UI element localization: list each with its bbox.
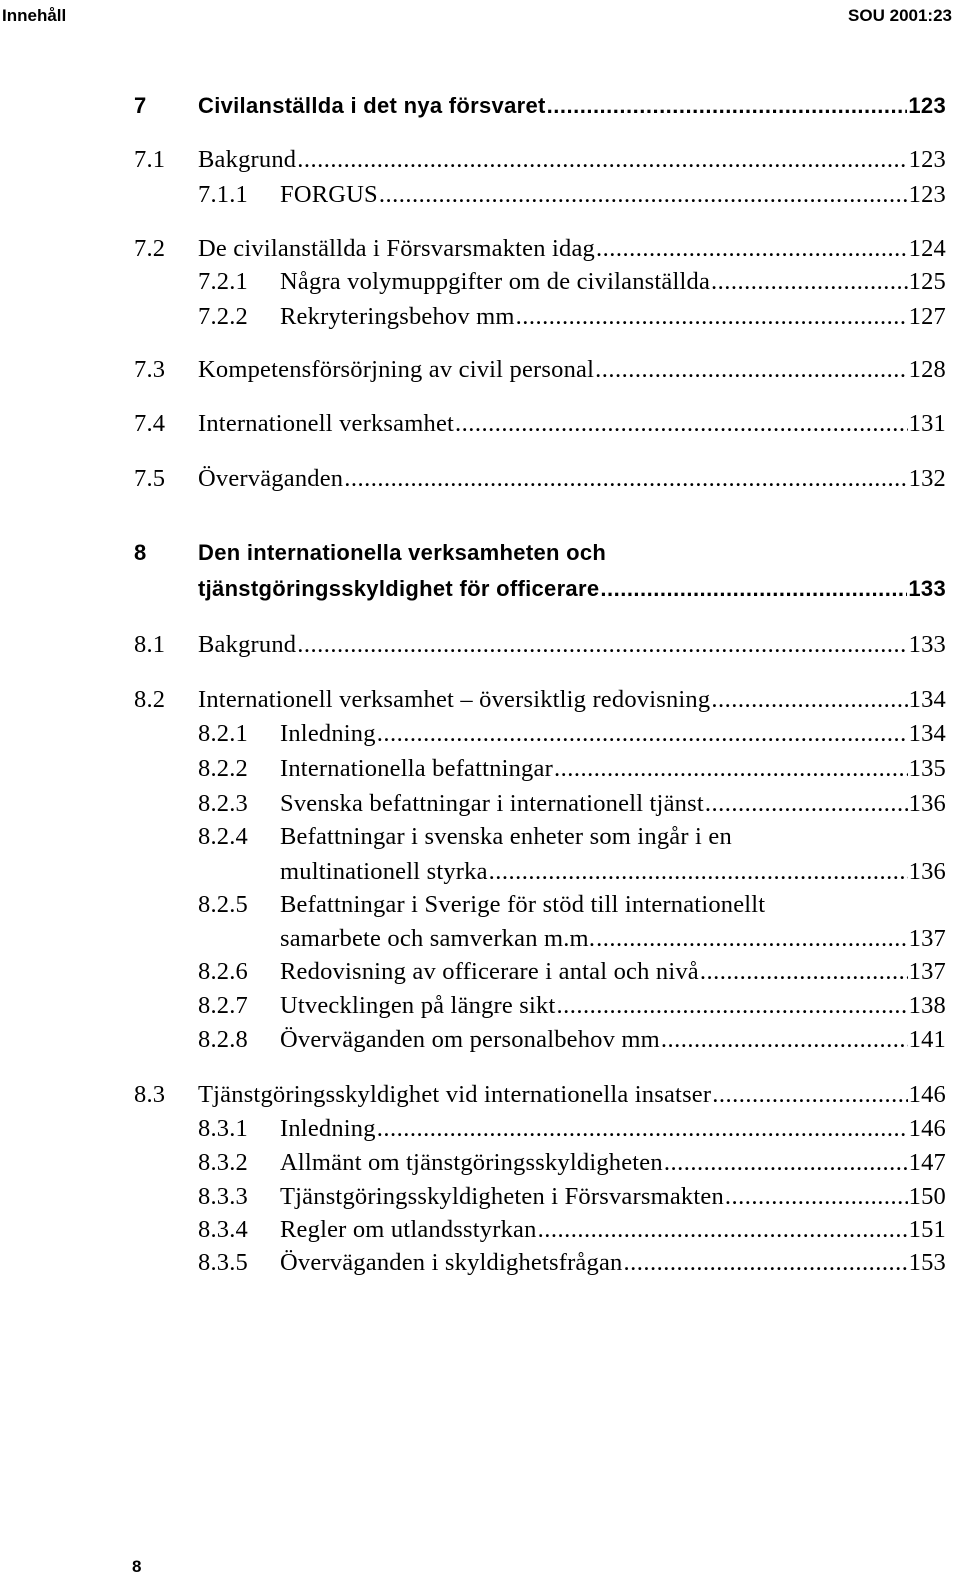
toc-entry-number: 7.2.1 [198,268,248,295]
toc-entry-title-line1: Befattningar i Sverige för stöd till internationellt [280,891,766,918]
toc-entry-number: 8.2.8 [198,1026,248,1053]
toc-entry-title: Överväganden [198,465,344,492]
toc-dot-leader [377,1114,908,1144]
toc-entry-chapter[interactable] [134,91,946,121]
toc-entry-page: 134 [908,720,946,747]
toc-entry-number: 8.2.5 [198,891,248,918]
toc-entry-number: 7.1 [134,146,166,173]
toc-entry-page: 127 [908,303,946,330]
toc-entry-number: 8.2.4 [198,823,248,850]
toc-entry-title: Internationell verksamhet [198,410,455,437]
toc-entry-title: Tjänstgöringsskyldighet vid internationella insatser [198,1081,712,1108]
toc-dot-leader [712,1080,907,1110]
toc-entry-subsection[interactable] [198,267,946,297]
toc-entry-subsection[interactable] [198,719,946,749]
toc-entry-number: 8.2.2 [198,755,248,782]
toc-entry-chapter[interactable] [198,574,946,604]
toc-dot-leader [377,719,908,749]
toc-entry-number: 8.3.2 [198,1149,248,1176]
toc-entry-page: 124 [908,235,946,262]
toc-entry-page: 128 [908,356,946,383]
toc-entry-subsection[interactable] [198,991,946,1021]
toc-entry-title: Allmänt om tjänstgöringsskyldigheten [280,1149,663,1176]
toc-entry-section[interactable] [134,409,946,439]
toc-entry-page: 151 [908,1216,946,1243]
running-header-document-id: SOU 2001:23 [848,6,952,25]
toc-entry-page: 131 [908,410,946,437]
toc-entry-subsection-first-line[interactable] [198,890,766,920]
toc-entry-page: 123 [908,93,946,118]
toc-entry-page: 136 [908,790,946,817]
toc-dot-leader [516,302,908,332]
toc-entry-title: De civilanställda i Försvarsmakten idag [198,235,595,262]
toc-entry-title: Tjänstgöringsskyldigheten i Försvarsmakten [280,1183,724,1210]
toc-entry-subsection[interactable] [198,1114,946,1144]
toc-entry-section[interactable] [134,355,946,385]
toc-entry-number: 8.2.6 [198,958,248,985]
toc-entry-subsection-first-line[interactable] [198,822,732,852]
toc-entry-subsection[interactable] [198,1148,946,1178]
toc-entry-number: 8.2.1 [198,720,248,747]
toc-entry-title: Bakgrund [198,631,297,658]
toc-entry-page: 132 [908,465,946,492]
toc-entry-page: 136 [908,858,946,885]
toc-entry-number: 8.3 [134,1081,166,1108]
toc-entry-number: 8.3.1 [198,1115,248,1142]
toc-entry-subsection[interactable] [198,302,946,332]
toc-entry-number: 8.2 [134,686,166,713]
toc-entry-section[interactable] [134,685,946,715]
toc-entry-subsection[interactable] [198,754,946,784]
toc-dot-leader [379,180,908,210]
toc-entry-section[interactable] [134,464,946,494]
toc-dot-leader [297,630,907,660]
toc-dot-leader [600,574,907,604]
toc-entry-number: 8.3.4 [198,1216,248,1243]
toc-entry-section[interactable] [134,1080,946,1110]
toc-entry-page: 147 [908,1149,946,1176]
toc-entry-number: 8.3.5 [198,1249,248,1276]
toc-dot-leader [595,355,908,385]
toc-entry-number: 7.3 [134,356,166,383]
toc-entry-title: Bakgrund [198,146,297,173]
toc-entry-subsection[interactable] [198,789,946,819]
toc-entry-number: 7.2 [134,235,166,262]
toc-entry-subsection[interactable] [198,180,946,210]
toc-entry-subsection[interactable] [198,1248,946,1278]
toc-entry-number: 8 [134,540,147,565]
toc-dot-leader [557,991,908,1021]
toc-entry-title: Några volymuppgifter om de civilanställda [280,268,711,295]
toc-entry-page: 123 [908,181,946,208]
toc-entry-title: Internationella befattningar [280,755,553,782]
toc-entry-title: Svenska befattningar i internationell tjänst [280,790,704,817]
toc-dot-leader [297,145,907,175]
toc-entry-number: 8.2.7 [198,992,248,1019]
toc-entry-title-line1: Den internationella verksamheten och [198,540,607,565]
running-header-section: Innehåll [2,6,67,25]
toc-entry-title-line1: Befattningar i svenska enheter som ingår i en [280,823,732,850]
toc-entry-number: 8.1 [134,631,166,658]
toc-entry-chapter-first-line[interactable] [134,538,607,568]
toc-entry-title: Överväganden om personalbehov mm [280,1026,660,1053]
toc-entry-page: 153 [908,1249,946,1276]
toc-entry-subsection[interactable] [198,1025,946,1055]
toc-entry-title: Inledning [280,720,376,747]
toc-entry-title: Regler om utlandsstyrkan [280,1216,537,1243]
toc-dot-leader [489,857,908,887]
toc-dot-leader [705,789,908,819]
toc-entry-section[interactable] [134,630,946,660]
toc-entry-page: 123 [908,146,946,173]
toc-entry-title: FORGUS [280,181,378,208]
toc-entry-page: 135 [908,755,946,782]
toc-entry-page: 146 [908,1081,946,1108]
toc-entry-page: 133 [908,576,946,601]
toc-entry-title: Kompetensförsörjning av civil personal [198,356,595,383]
toc-entry-number: 7.4 [134,410,166,437]
toc-entry-number: 8.3.3 [198,1183,248,1210]
toc-entry-subsection[interactable] [198,957,946,987]
toc-dot-leader [624,1248,908,1278]
toc-dot-leader [661,1025,908,1055]
toc-entry-page: 134 [908,686,946,713]
toc-entry-page: 125 [908,268,946,295]
toc-dot-leader [344,464,907,494]
toc-dot-leader [711,267,908,297]
toc-entry-number: 7.2.2 [198,303,248,330]
toc-dot-leader [596,924,908,954]
toc-entry-page: 137 [908,958,946,985]
toc-dot-leader [700,957,908,987]
toc-entry-title: tjänstgöringsskyldighet för officerare [198,576,600,601]
toc-dot-leader [455,409,908,439]
toc-dot-leader [596,234,908,264]
toc-dot-leader [725,1182,908,1212]
toc-entry-page: 150 [908,1183,946,1210]
toc-entry-title: multinationell styrka [280,858,488,885]
toc-entry-subsection[interactable] [198,1182,946,1212]
toc-entry-number: 7 [134,93,147,118]
toc-entry-page: 137 [908,925,946,952]
toc-entry-title: Utvecklingen på längre sikt [280,992,556,1019]
toc-entry-number: 7.5 [134,465,166,492]
toc-entry-title: Redovisning av officerare i antal och nivå [280,958,699,985]
toc-entry-subsection[interactable] [280,924,946,954]
toc-entry-section[interactable] [134,145,946,175]
toc-entry-title: Rekryteringsbehov mm [280,303,515,330]
toc-entry-page: 138 [908,992,946,1019]
toc-dot-leader [554,754,908,784]
toc-entry-page: 133 [908,631,946,658]
toc-dot-leader [547,91,908,121]
toc-entry-page: 146 [908,1115,946,1142]
toc-entry-title: Internationell verksamhet – översiktlig redovisning [198,686,711,713]
toc-dot-leader [711,685,907,715]
toc-entry-section[interactable] [134,234,946,264]
page-number: 8 [132,1557,142,1576]
toc-entry-title: Överväganden i skyldighetsfrågan [280,1249,623,1276]
toc-entry-number: 7.1.1 [198,181,248,208]
toc-entry-number: 8.2.3 [198,790,248,817]
toc-entry-title: samarbete och samverkan m.m. [280,925,596,952]
toc-dot-leader [664,1148,908,1178]
toc-dot-leader [538,1215,908,1245]
toc-entry-subsection[interactable] [198,1215,946,1245]
toc-entry-title: Inledning [280,1115,376,1142]
toc-entry-title: Civilanställda i det nya försvaret [198,93,546,118]
toc-entry-page: 141 [908,1026,946,1053]
toc-entry-subsection[interactable] [280,857,946,887]
